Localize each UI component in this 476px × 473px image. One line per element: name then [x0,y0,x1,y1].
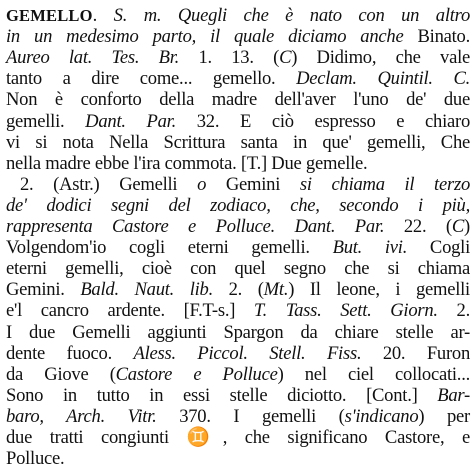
text-segment: Bar- [437,384,470,406]
text-line [6,215,470,238]
text-segment: in un medesimo parto, il quale diciamo anche [6,26,404,48]
text-segment: But. ivi. [332,237,408,259]
text-segment: eterni gemelli, cioè con quel segno che si chiama [6,258,470,280]
text-line [6,257,470,280]
text-segment: S. m. Quegli che è nato con un altro [113,5,470,26]
text-line [6,131,470,154]
text-segment: Sono in tutto in essi stelle diciotto. [Cont.] [6,384,438,406]
text-segment: Castore e Polluce [115,363,278,385]
text-segment: ) [464,216,470,237]
text-segment: 32. E ciò espresso e chiaro [175,110,470,132]
text-segment: ) nel ciel collocati... [277,363,470,385]
text-segment: e'l cancro ardente. [F.T-s.] [6,300,254,322]
text-segment: nella madre ebbe l'ira commota. [T.] Due gemelle. [6,152,368,174]
text-segment: o [197,173,207,195]
text-segment: 1. 13. ( [179,47,280,69]
text-line [6,299,470,322]
text-line [6,363,470,386]
text-segment: de' dodici segni del zodiaco, che, secondo i più, [6,194,470,216]
text-segment: 22. ( [384,216,452,237]
text-line [6,4,470,27]
text-segment: Declam. Quintil. C. [296,68,470,90]
text-segment: s'indicano [344,405,419,427]
text-segment: baro, Arch. Vitr. [6,405,157,427]
text-segment: 370. I gemelli ( [156,405,345,427]
text-line [6,321,470,344]
text-segment: Aless. Piccol. Stell. Fiss. [133,342,362,364]
text-segment: Volgendom'io cogli eterni gemelli. [6,237,333,259]
text-segment: C [451,216,465,237]
text-line [6,25,470,48]
text-line [6,110,470,133]
text-line [6,447,470,470]
text-line [6,88,470,111]
text-line [6,342,470,365]
text-segment: ) Didimo, che vale [291,47,470,69]
text-segment: 2. ( [212,279,264,301]
text-line [6,46,470,69]
text-segment: Dant. Par. [85,110,176,132]
text-segment: Polluce. [6,448,65,470]
text-line [6,384,470,407]
text-segment: 20. Furon [361,342,470,364]
text-segment: tanto a dire come... gemello. [6,68,297,90]
text-line [6,278,470,301]
text-segment: Cogli [407,237,470,259]
text-segment: Gemini [206,173,300,195]
text-line [6,194,470,217]
text-segment: Non è conforto della madre dell'aver l'uno de' due [6,89,470,111]
text-segment: rappresenta Castore e Polluce. Dant. Par. [6,216,385,237]
headword: GEMELLO [6,6,93,25]
text-segment: gemelli. [6,110,86,132]
text-line [6,152,470,175]
text-segment: due tratti congiunti ♊, che significano Castore, e [6,427,470,448]
text-segment: Gemini. [6,279,81,301]
text-segment: 2. [437,300,470,322]
text-segment: Bald. Naut. lib. [80,279,213,301]
text-segment: da Giove ( [6,363,116,385]
text-segment: si chiama il terzo [299,173,470,195]
text-segment: T. Tass. Sett. Giorn. [253,300,438,322]
text-segment: I due Gemelli aggiunti Spargon da chiare stelle ar- [6,321,470,343]
text-line [6,236,470,259]
text-segment: vi si nota Nella Scrittura santa in que' gemelli, Che [6,131,470,153]
text-segment: Aureo lat. Tes. Br. [6,47,180,69]
text-line [6,426,470,449]
text-line [6,173,470,196]
text-segment: Mt. [263,279,289,301]
text-segment: ) Il leone, i gemelli [288,279,470,301]
text-line [6,67,470,90]
text-line [6,405,470,428]
text-segment: . [92,5,114,26]
text-segment: 2. (Astr.) Gemelli [20,173,198,195]
text-segment: ) per [418,405,470,427]
text-segment: dente fuoco. [6,342,134,364]
text-segment: C [279,47,292,69]
text-segment: Binato. [403,26,470,48]
